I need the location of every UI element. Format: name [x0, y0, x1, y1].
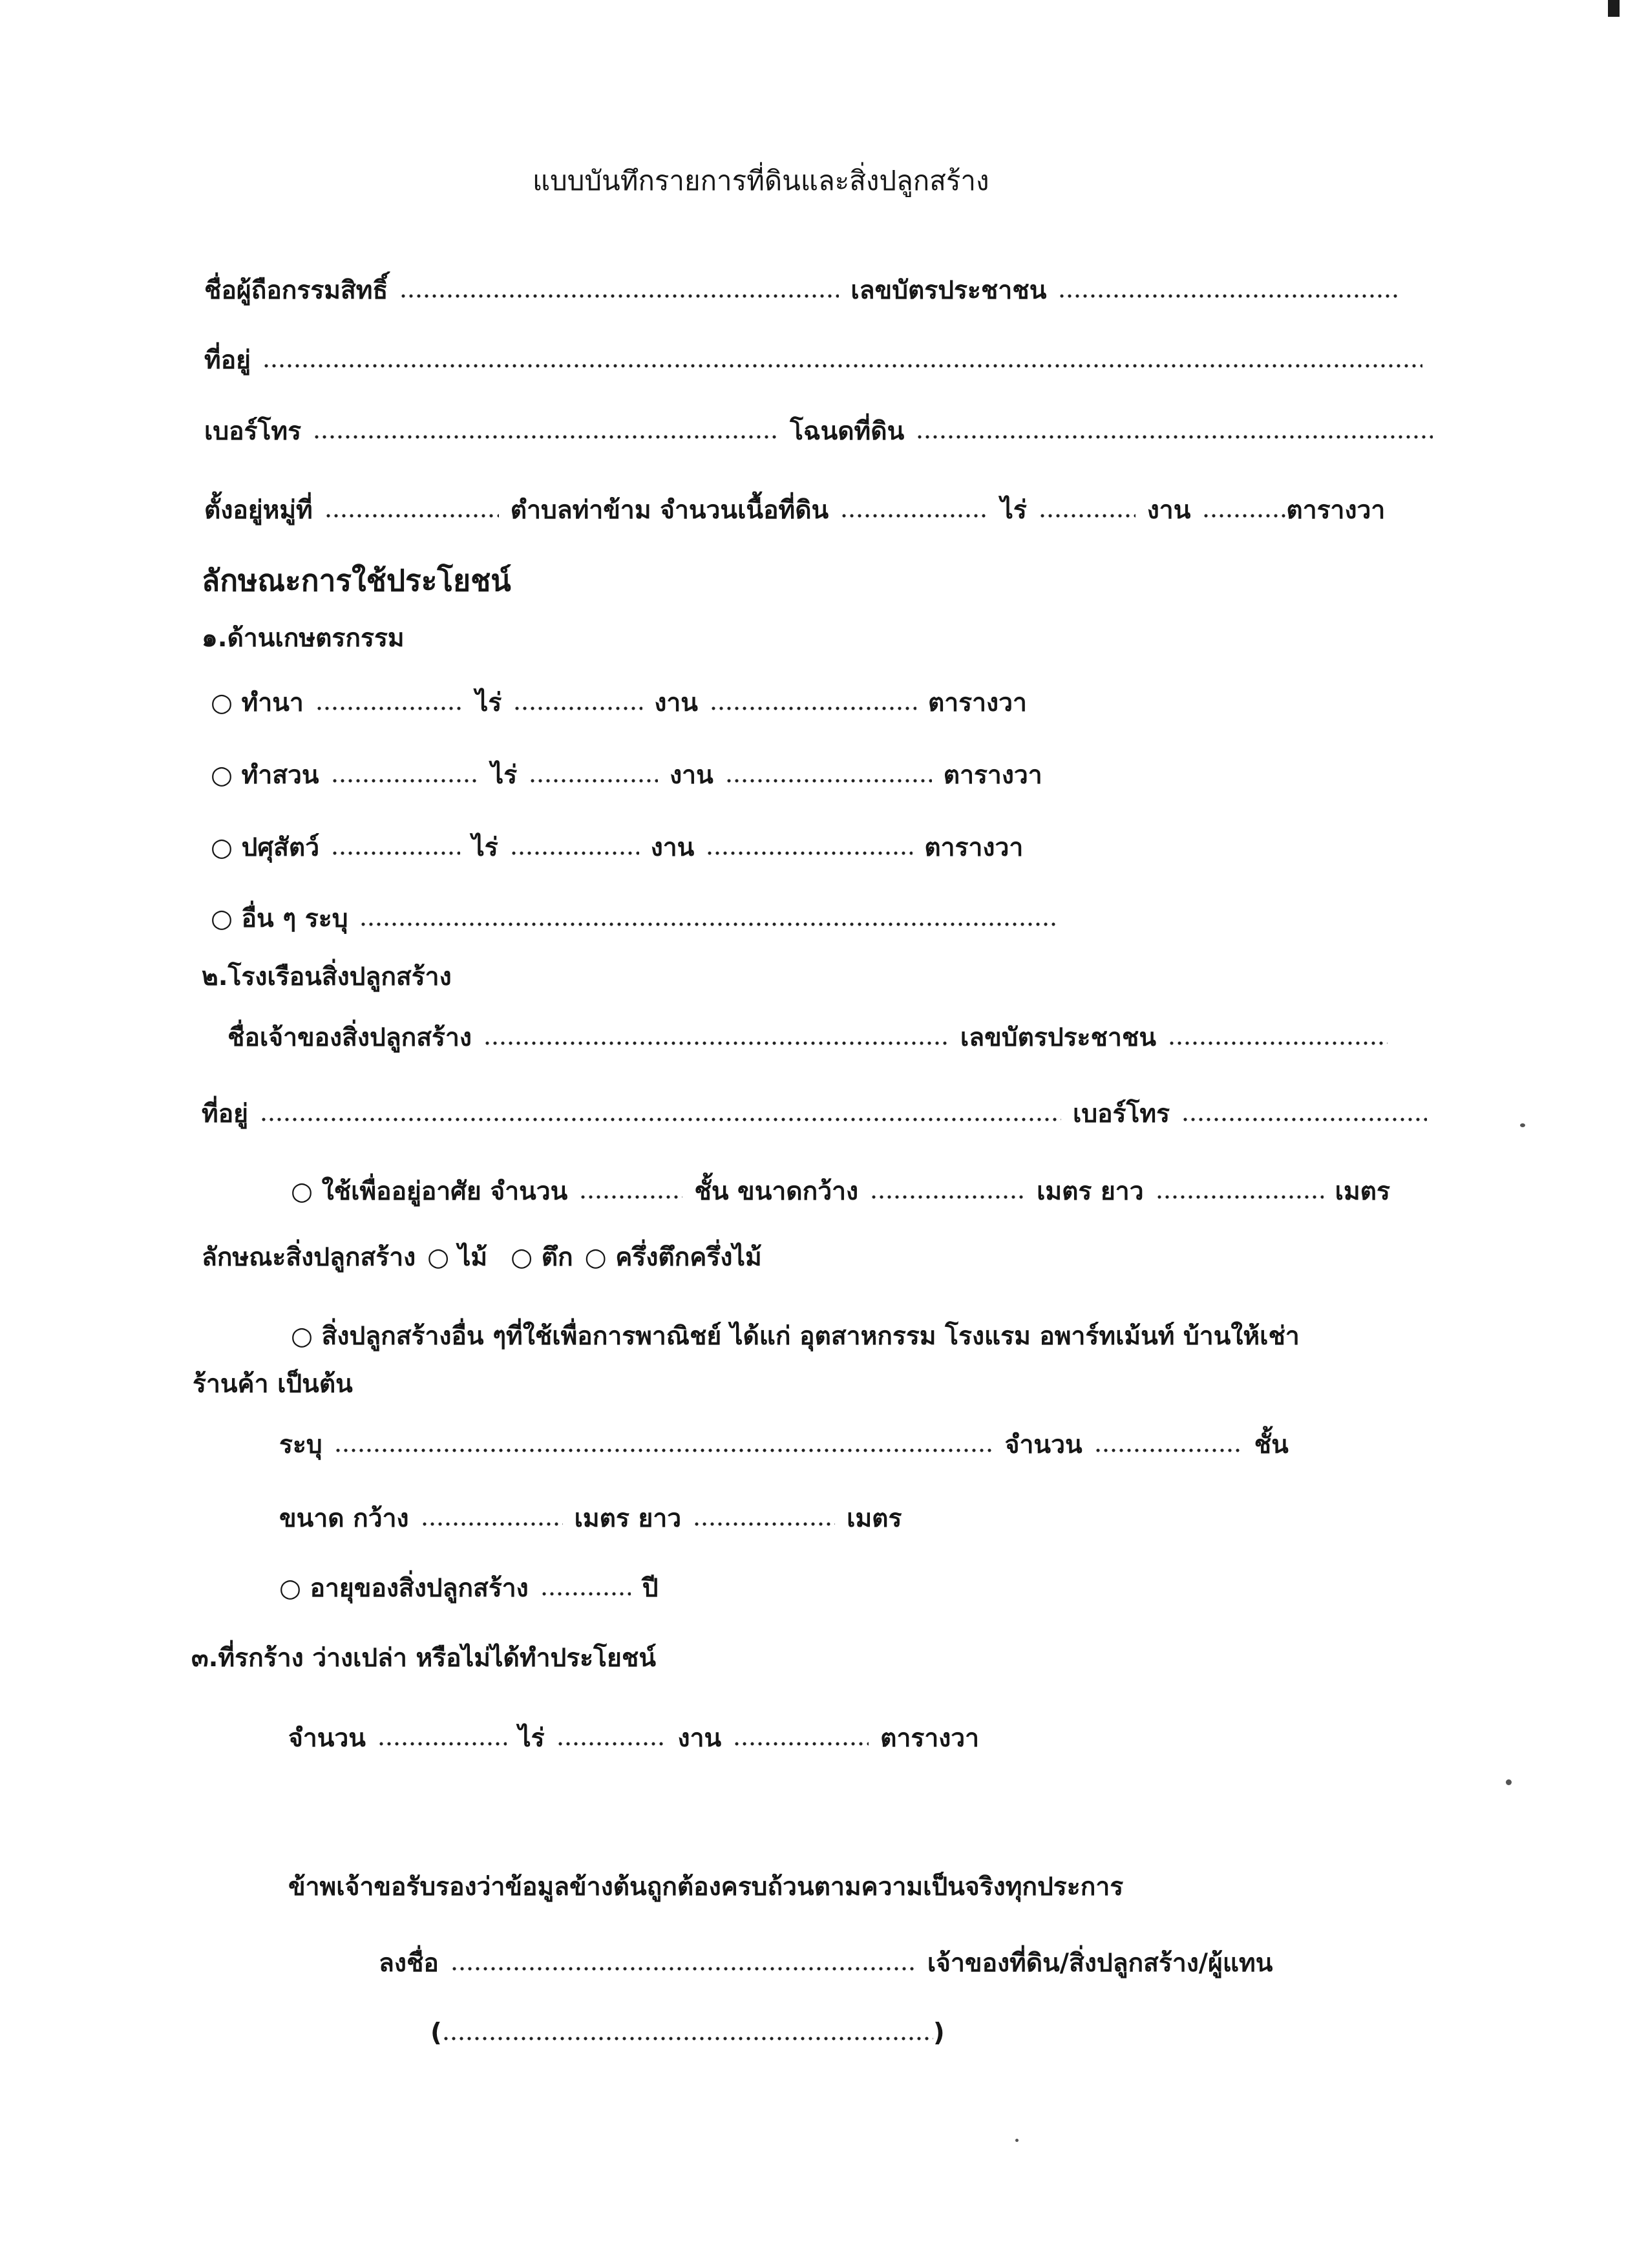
sign-label: ลงชื่อ	[379, 1949, 439, 1978]
usage-heading-text: ลักษณะการใช้ประโยชน์	[202, 563, 511, 598]
signer-role: เจ้าของที่ดิน/สิ่งปลูกสร้าง/ผู้แทน	[927, 1949, 1273, 1978]
building-age-field[interactable]	[540, 1591, 631, 1596]
owner-address-field[interactable]	[262, 363, 1422, 368]
owner-row	[204, 273, 1400, 309]
ngan-label: งาน	[654, 688, 698, 717]
building-heading-text: ๒.โรงเรือนสิ่งปลูกสร้าง	[202, 962, 452, 991]
owner-address-label: ที่อยู่	[204, 346, 251, 375]
rai-label: ไร่	[1000, 496, 1027, 525]
village-field[interactable]	[324, 513, 499, 518]
vacant-heading	[191, 1640, 656, 1677]
village-label: ตั้งอยู่หมู่ที่	[204, 496, 313, 525]
commercial-floors-field[interactable]	[1094, 1448, 1243, 1453]
scan-edge-mark	[1608, 0, 1620, 17]
livestock-option[interactable]: ○ ปศุสัตว์	[211, 833, 320, 862]
building-id-label: เลขบัตรประชาชน	[960, 1023, 1156, 1052]
signature-row	[379, 1945, 1273, 1982]
form-title-text: แบบบันทึกรายการที่ดินและสิ่งปลูกสร้าง	[533, 165, 989, 196]
meter-length-label: เมตร ยาว	[1037, 1177, 1144, 1206]
area-wa-field[interactable]	[1202, 513, 1286, 518]
years-label: ปี	[642, 1574, 659, 1603]
rice-ngan-field[interactable]	[513, 706, 642, 711]
meter-label: เมตร	[1335, 1177, 1390, 1206]
vacant-rai-field[interactable]	[377, 1741, 507, 1746]
commercial-row-2	[193, 1366, 353, 1403]
building-owner-label: ชื่อเจ้าของสิ่งปลูกสร้าง	[227, 1023, 472, 1052]
scan-speck	[1520, 1123, 1525, 1127]
owner-name-field[interactable]	[399, 293, 839, 299]
orchard-ngan-field[interactable]	[529, 778, 658, 783]
vacant-heading-text: ๓.ที่รกร้าง ว่างเปล่า หรือไม่ได้ทำประโยชน์	[191, 1644, 657, 1673]
type-concrete-option[interactable]: ○ ตึก	[511, 1243, 573, 1272]
type-wood-option[interactable]: ○ ไม้	[427, 1243, 488, 1272]
paren-open: (	[430, 2019, 442, 2048]
commercial-specify-row	[279, 1427, 1289, 1463]
form-title	[533, 163, 989, 199]
agri-orchard-row	[211, 758, 1042, 794]
floors-width-label: ชั้น ขนาดกว้าง	[694, 1177, 859, 1206]
livestock-rai-field[interactable]	[331, 851, 460, 856]
owner-address-row	[204, 343, 1422, 379]
building-address-row	[202, 1096, 1427, 1132]
residence-length-field[interactable]	[1156, 1194, 1324, 1200]
other-option[interactable]: ○ อื่น ๆ ระบุ	[211, 904, 348, 933]
commercial-examples: ร้านค้า เป็นต้น	[193, 1370, 353, 1399]
building-age-row	[279, 1571, 658, 1607]
residence-row	[291, 1174, 1390, 1210]
wa-label: ตารางวา	[943, 761, 1042, 790]
orchard-rai-field[interactable]	[331, 778, 480, 783]
wa-label: ตารางวา	[927, 688, 1027, 717]
specify-label: ระบุ	[279, 1430, 322, 1459]
agri-livestock-row	[211, 830, 1023, 866]
commercial-size-row	[279, 1501, 902, 1537]
signature-field[interactable]	[450, 1966, 916, 1971]
owner-name-label: ชื่อผู้ถือกรรมสิทธิ์	[204, 276, 388, 305]
count-label: จำนวน	[1004, 1430, 1083, 1459]
building-owner-row	[227, 1020, 1388, 1056]
certification-statement: ข้าพเจ้าขอรับรองว่าข้อมูลข้างต้นถูกต้องครบถ้วนตามความเป็นจริงทุกประการ	[288, 1872, 1124, 1902]
printed-name-field[interactable]	[442, 2036, 933, 2041]
building-phone-field[interactable]	[1181, 1117, 1427, 1122]
building-id-field[interactable]	[1168, 1041, 1388, 1046]
owner-phone-field[interactable]	[313, 434, 778, 440]
owner-phone-label: เบอร์โทร	[204, 417, 302, 446]
agri-heading	[202, 620, 405, 657]
building-address-field[interactable]	[260, 1117, 1061, 1122]
building-phone-label: เบอร์โทร	[1072, 1099, 1170, 1129]
owner-id-field[interactable]	[1058, 293, 1400, 299]
rai-label: ไร่	[472, 833, 498, 862]
commercial-option[interactable]: ○ สิ่งปลูกสร้างอื่น ๆที่ใช้เพื่อการพาณิชย์ ได้แก่ อุตสาหกรรม โรงแรม อพาร์ทเม้นท์ บ้านให้เช่า	[291, 1322, 1300, 1351]
agri-other-row	[211, 901, 1057, 937]
orchard-option[interactable]: ○ ทำสวน	[211, 761, 319, 790]
usage-heading	[202, 562, 511, 599]
floors-label: ชั้น	[1254, 1430, 1289, 1459]
subdistrict-area-label: ตำบลท่าข้าม จำนวนเนื้อที่ดิน	[510, 496, 829, 525]
agri-rice-row	[211, 685, 1027, 721]
vacant-ngan-field[interactable]	[556, 1741, 666, 1746]
owner-phone-row	[204, 414, 1433, 450]
age-option[interactable]: ○ อายุของสิ่งปลูกสร้าง	[279, 1574, 529, 1603]
commercial-length-field[interactable]	[693, 1521, 835, 1527]
rice-rai-field[interactable]	[315, 706, 464, 711]
building-owner-field[interactable]	[483, 1041, 949, 1046]
rai-label: ไร่	[491, 761, 518, 790]
rice-wa-field[interactable]	[710, 706, 916, 711]
area-rai-field[interactable]	[840, 513, 989, 518]
wa-label: ตารางวา	[880, 1724, 980, 1753]
scan-speck	[1506, 1779, 1512, 1785]
vacant-wa-field[interactable]	[733, 1741, 869, 1746]
ngan-label: งาน	[670, 761, 713, 790]
other-specify-field[interactable]	[359, 922, 1057, 927]
ngan-label: งาน	[1146, 496, 1191, 525]
rai-label: ไร่	[475, 688, 502, 717]
location-row	[204, 493, 1385, 529]
vacant-amount-label: จำนวน	[288, 1724, 366, 1753]
building-address-label: ที่อยู่	[202, 1099, 248, 1129]
livestock-ngan-field[interactable]	[510, 851, 639, 856]
deed-field[interactable]	[916, 434, 1433, 440]
building-type-label: ลักษณะสิ่งปลูกสร้าง	[202, 1243, 416, 1272]
livestock-wa-field[interactable]	[706, 851, 913, 856]
orchard-wa-field[interactable]	[725, 778, 932, 783]
ngan-label: งาน	[677, 1724, 722, 1753]
deed-label: โฉนดที่ดิน	[790, 417, 905, 446]
paren-close: )	[933, 2019, 945, 2048]
commercial-row-1	[291, 1319, 1300, 1355]
wa-label: ตารางวา	[1286, 496, 1386, 525]
residence-width-field[interactable]	[870, 1194, 1025, 1200]
printed-name-row	[430, 2015, 945, 2051]
building-heading	[202, 959, 452, 995]
agri-heading-text: ๑.ด้านเกษตรกรรม	[202, 624, 405, 653]
ngan-label: งาน	[650, 833, 695, 862]
scan-speck	[1015, 2139, 1019, 2142]
size-label: ขนาด กว้าง	[279, 1504, 409, 1533]
vacant-amount-row	[288, 1721, 979, 1757]
type-half-option[interactable]: ○ ครึ่งตึกครึ่งไม้	[584, 1243, 762, 1272]
rice-option[interactable]: ○ ทำนา	[211, 688, 304, 717]
meter-label: เมตร	[847, 1504, 902, 1533]
area-ngan-field[interactable]	[1039, 513, 1136, 518]
residence-option[interactable]: ○ ใช้เพื่ออยู่อาศัย จำนวน	[291, 1177, 568, 1206]
commercial-width-field[interactable]	[421, 1521, 563, 1527]
building-type-row	[202, 1240, 762, 1276]
rai-label: ไร่	[518, 1724, 545, 1753]
owner-id-label: เลขบัตรประชาชน	[850, 276, 1047, 305]
meter-length-label: เมตร ยาว	[574, 1504, 682, 1533]
commercial-specify-field[interactable]	[334, 1448, 993, 1453]
wa-label: ตารางวา	[924, 833, 1024, 862]
certification-row	[288, 1869, 1123, 1905]
residence-floors-field[interactable]	[579, 1194, 682, 1200]
